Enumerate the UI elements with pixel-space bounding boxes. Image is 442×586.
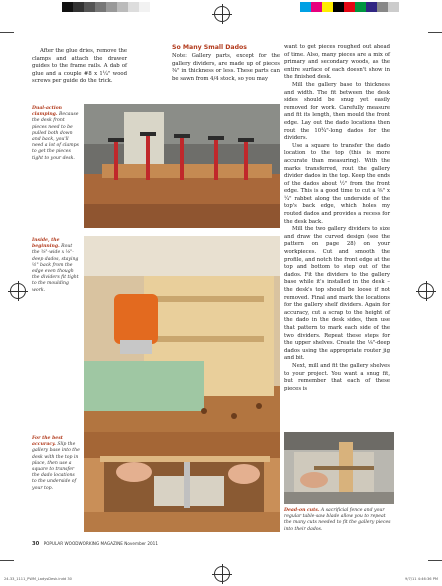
crop-mark [0,32,14,33]
print-slug [4,577,438,581]
table-saw-photo [284,432,394,504]
photo-caption [32,238,80,294]
caption-text: A sacrificial fence and your regular table-saw blade allow you to repeat the many cuts needed to fit the gallery pieces into their dados. [284,508,391,532]
magazine-page [22,36,422,556]
sidebar-column [172,44,280,83]
caption-title: Dual-action clamping. [32,106,62,118]
crop-mark [428,560,442,561]
caption-text: Because the desk front pieces need to be pulled both down and back, you'll need a lot of clamps to get the pieces tight to your desk. [32,112,79,161]
printer-color-bar [300,2,399,12]
caption-text: Slip the gallery base into the desk with the top in place, then use a square to transfer the dado locations to the underside of your top. [32,442,80,491]
magazine-name: POPULAR WOODWORKING MAGAZINE November 2011 [43,541,159,546]
photo-caption [284,508,392,533]
caption-title: Dead-on cuts. [284,508,320,513]
caption-title: Inside, the beginning. [32,238,60,250]
caption-text: Rout the ⅜"-wide x ⅛"-deep dados, staying ½" back from the edge even though the dividers fit tight to the moulding work. [32,244,79,293]
intro-column [32,48,127,86]
page-number: 30 [32,541,40,547]
page-folio [32,541,158,547]
clamping-photo [84,104,280,228]
caption-title: For the best accuracy. [32,436,63,448]
routing-photo [84,236,280,446]
crop-mark [0,560,14,561]
crop-mark [428,32,442,33]
registration-mark-icon [214,6,230,22]
intro-paragraph: After the glue dries, remove the clamps and attach the drawer guides to the frame rails. A dab of glue and a couple #8 x 1¼" wood screws per guide do the trick. [32,48,127,85]
printer-gray-bar [62,2,150,12]
slug-filename: 24-33_1111_PWM_LadysDesk.indd 30 [4,577,72,581]
body-paragraph: Mill the gallery base to thickness and width. The fit between the desk sides should be snug yet easily removed for work. Carefully measure and fit its length, then mould the front edge. Lay out the dado locations then rout the 10¾"-long dados for the dividers. [284,81,390,142]
slug-timestamp: 9/7/11 4:46:36 PM [405,577,438,581]
section-heading: So Many Small Dados [172,44,247,51]
body-paragraph: Next, mill and fit the gallery shelves to your project. You want a snug fit, but remember that each of these pieces is [284,362,390,392]
photo-caption [32,106,80,162]
sidebar-paragraph: Note: Gallery parts, except for the gallery dividers, are made up of pieces ⅜" in thickness or less. These parts can be sawn from 4/4 stock, so you may [172,53,280,82]
main-text-column [284,44,390,393]
body-paragraph: Use a square to transfer the dado location to the top (this is more accurate than measuring). With the marks transferred, rout the gallery divider dados in the top. Keep the ends of the dados about ½" from the front edge. This is a good time to cut a ⅜" x ¼" rabbet along the underside of the top's back edge, which holes my routed dados and provides a recess for the desk back. [284,142,390,225]
gallery-base-photo [84,432,280,532]
body-paragraph: Mill the two gallery dividers to size and draw the curved design (see the pattern on page 28) on your workpieces. Cut and smooth the profile, and notch the front edge at the top and bottom to step out of the dados. Fit the dividers to the gallery base while it's installed in the desk – the desk's top should be loose if not removed. Final and mark the locations for the gallery shelf dividers. Again for accuracy, cut a scrap to the height of the dado in the desk sides, then use that pattern to mark each side of the two dividers. Repeat these steps for the upper shelves. Create the ⅛"-deep dados using the appropriate router jig and bit. [284,226,390,362]
body-paragraph: want to get pieces roughed out ahead of time. Also, many pieces are a mix of primary and secondary woods, as the entire surface of each doesn't show in the finished desk. [284,44,390,81]
photo-caption [32,436,80,492]
